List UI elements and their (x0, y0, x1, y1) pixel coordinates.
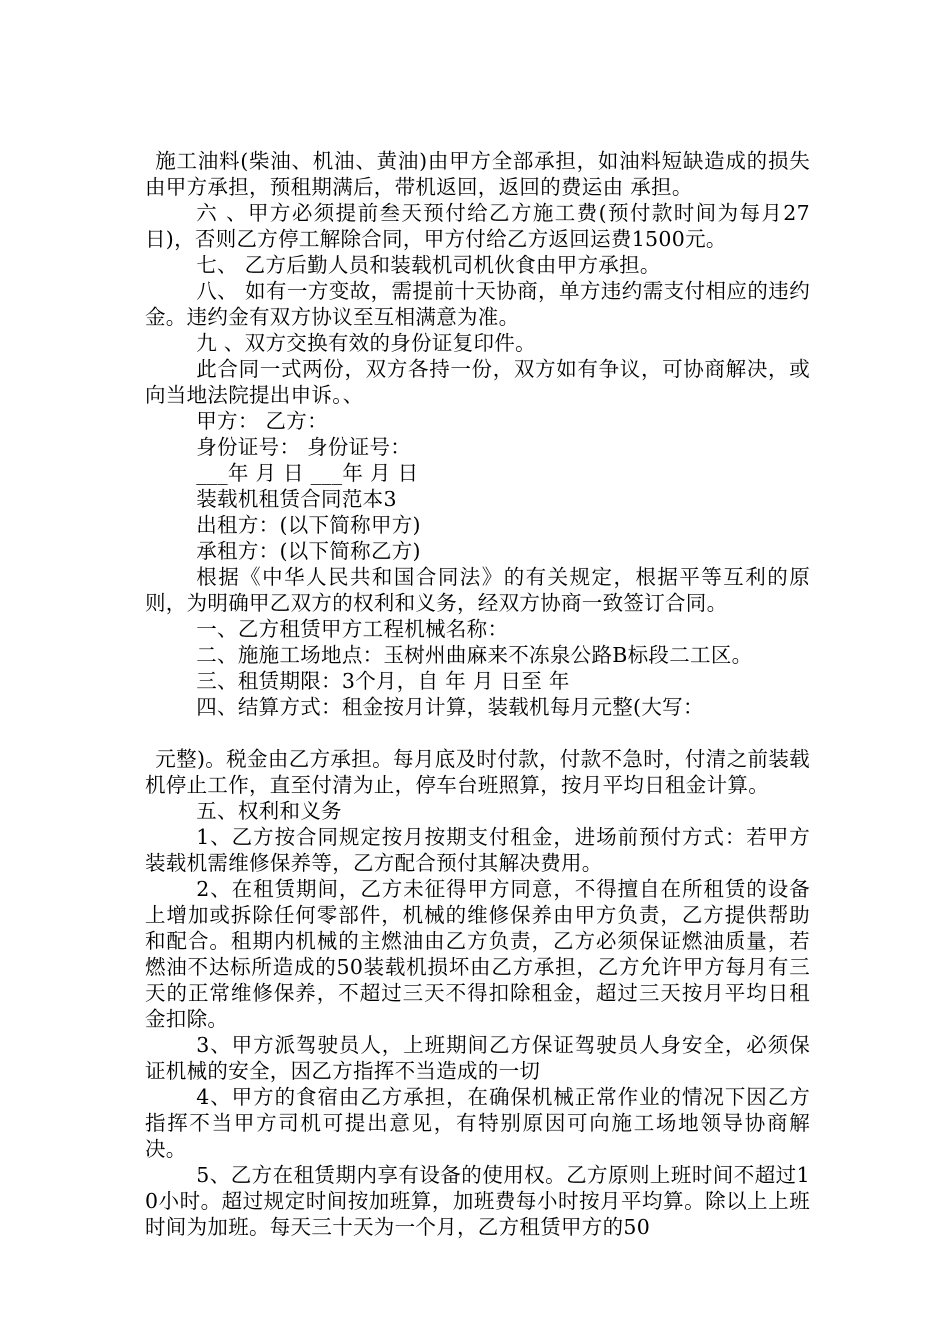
clause: 二、施施工场地点：玉树州曲麻来不冻泉公路B标段二工区。 (196, 643, 753, 667)
clause: 三、租赁期限：3个月，自 年 月 日至 年 (196, 669, 570, 693)
clause: 1、乙方按合同规定按月按期支付租金，进场前预付方式：若甲方装载机需维修保养等，乙方配合预付其解决费用。 (145, 825, 810, 875)
clause: 2、在租赁期间，乙方未征得甲方同意，不得擅自在所租赁的设备上增加或拆除任何零部件，机械的维修保养由甲方负责，乙方提供帮助和配合。租期内机械的主燃油由乙方负责，乙方必须保证燃油质量，若燃油不达标所造成的50装载机损坏由乙方承担，乙方允许甲方每月有三天的正常维修保养，不超过三天不得扣除租金，超过三天按月平均日租金扣除。 (145, 877, 810, 1031)
clause: 四、结算方式：租金按月计算，装载机每月元整(大写： (196, 695, 704, 719)
signature-party-line: 甲方： 乙方： (196, 409, 328, 433)
clause: 3、甲方派驾驶员人，上班期间乙方保证驾驶员人身安全，必须保证机械的安全，因乙方指挥不当造成的一切 (145, 1033, 810, 1083)
signature-date-line: ___年 月 日 ___年 月 日 (196, 461, 419, 485)
paragraph: 九 、双方交换有效的身份证复印件。 (196, 331, 536, 355)
signature-id-line: 身份证号： 身份证号： (196, 435, 412, 459)
clause: 4、甲方的食宿由乙方承担，在确保机械正常作业的情况下因乙方指挥不当甲方司机可提出意见，有特别原因可向施工场地领导协商解决。 (145, 1085, 810, 1161)
document-body (145, 148, 810, 1240)
paragraph: 根据《中华人民共和国合同法》的有关规定，根据平等互利的原则，为明确甲乙双方的权利和义务，经双方协商一致签订合同。 (145, 565, 810, 615)
section-title: 装载机租赁合同范本3 (196, 487, 397, 511)
lessor-line: 出租方：(以下简称甲方) (196, 513, 421, 537)
paragraph: 六 、甲方必须提前叁天预付给乙方施工费(预付款时间为每月27日)，否则乙方停工解除合同，甲方付给乙方返回运费1500元。 (145, 201, 810, 251)
paragraph: 七、 乙方后勤人员和装载机司机伙食由甲方承担。 (196, 253, 661, 277)
lessee-line: 承租方：(以下简称乙方) (196, 539, 421, 563)
paragraph: 施工油料(柴油、机油、黄油)由甲方全部承担，如油料短缺造成的损失由甲方承担，预租期满后，带机返回，返回的费运由 承担。 (145, 149, 810, 199)
section-heading: 五、权利和义务 (196, 799, 342, 823)
clause: 一、乙方租赁甲方工程机械名称： (196, 617, 509, 641)
paragraph: 八、 如有一方变故，需提前十天协商，单方违约需支付相应的违约金。违约金有双方协议至互相满意为准。 (145, 279, 810, 329)
paragraph: 元整)。税金由乙方承担。每月底及时付款，付款不急时，付清之前装载机停止工作，直至付清为止，停车台班照算，按月平均日租金计算。 (145, 747, 810, 797)
clause: 5、乙方在租赁期内享有设备的使用权。乙方原则上班时间不超过10小时。超过规定时间按加班算，加班费每小时按月平均算。除以上上班时间为加班。每天三十天为一个月，乙方租赁甲方的50 (145, 1163, 810, 1239)
paragraph: 此合同一式两份，双方各持一份，双方如有争议，可协商解决，或向当地法院提出申诉。、 (145, 357, 810, 407)
